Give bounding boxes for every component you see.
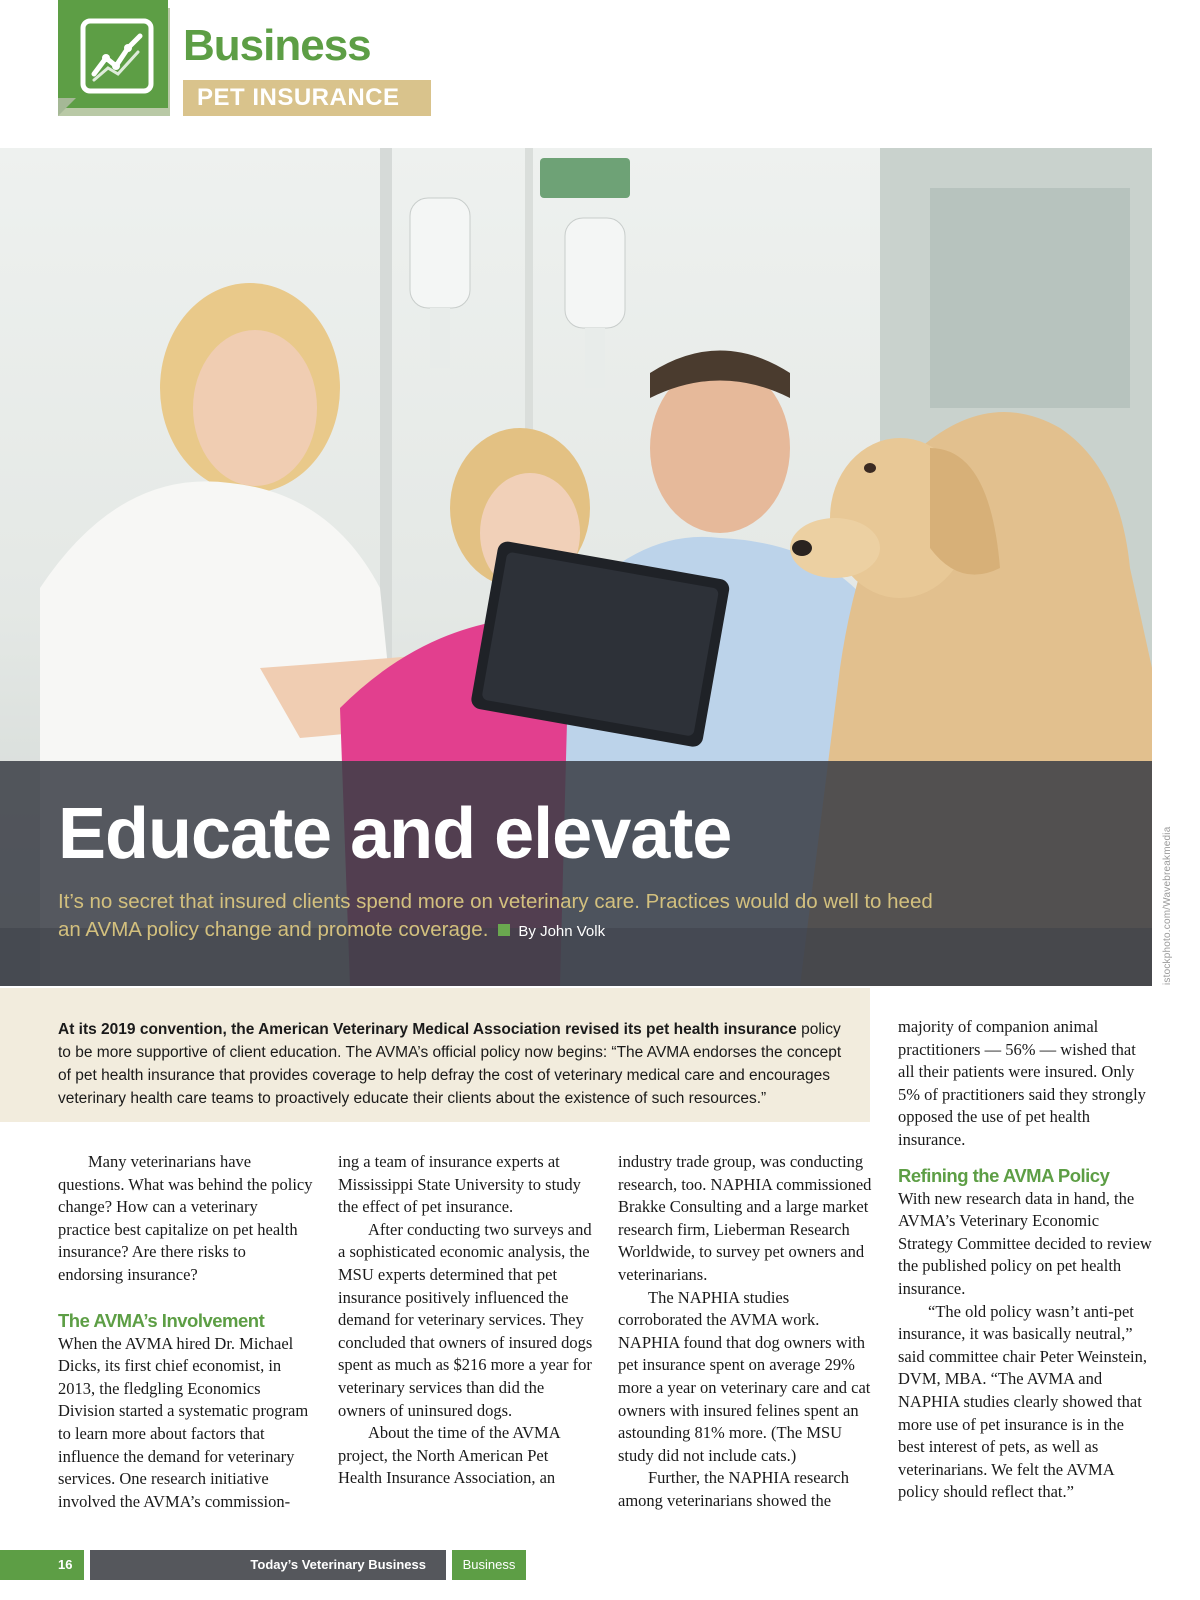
intro-text: policy to be more supportive of client education. The AVMA’s official policy now begins: “The AVMA endorses the concept of pet health insurance that provides coverage to help defray the cost of veterinary medical care and encourages veterinary health care teams to proactively educate their clients about the existence of such resources.” xyxy=(58,1021,842,1107)
hero-photo xyxy=(0,148,1152,986)
deck xyxy=(58,888,958,946)
subheading-avma-involvement: The AVMA’s Involvement xyxy=(58,1309,265,1331)
column-4 xyxy=(898,1016,1153,1504)
paragraph: When the AVMA hired Dr. Michael Dicks, its first chief economist, in 2013, the fledgling Economics Division started a systematic program to learn more about factors that influence the demand for veterinary services. One research initiative involved the AVMA’s commission- xyxy=(58,1333,309,1511)
spacer xyxy=(58,1287,313,1309)
spacer xyxy=(898,1152,1153,1164)
column-2 xyxy=(338,1151,593,1490)
intro-paragraph xyxy=(58,1018,848,1110)
column-1 xyxy=(58,1151,313,1513)
headline: Educate and elevate xyxy=(58,794,732,874)
deck-text: It’s no secret that insured clients spend more on veterinary care. Practices would do well to heed an AVMA policy change and promote coverage. xyxy=(58,890,933,941)
section-icon-tile xyxy=(58,0,168,108)
intro-box xyxy=(0,988,870,1122)
intro-lead: At its 2019 convention, the American Veterinary Medical Association revised its pet health insurance xyxy=(58,1021,797,1038)
section-subtitle: PET INSURANCE xyxy=(183,80,431,116)
paragraph: industry trade group, was conducting research, too. NAPHIA commissioned Brakke Consulting and a large market research firm, Lieberman Research Worldwide, to survey pet owners and veterinarians. xyxy=(618,1152,872,1284)
publication-name: Today’s Veterinary Business xyxy=(90,1550,446,1580)
deck-square-icon xyxy=(498,924,510,936)
byline: By John Volk xyxy=(518,923,606,940)
column-3 xyxy=(618,1151,873,1513)
paragraph: After conducting two surveys and a sophisticated economic analysis, the MSU experts determined that pet insurance positively influenced the demand for veterinary services. They concluded that owners of insured dogs spent as much as $216 more a year for veterinary services than did the owners of uninsured dogs. xyxy=(338,1219,593,1420)
paragraph: About the time of the AVMA project, the North American Pet Health Insurance Association, an xyxy=(338,1423,560,1488)
paragraph: With new research data in hand, the AVMA’s Veterinary Economic Strategy Committee decided to review the published policy on pet health insurance. xyxy=(898,1188,1152,1298)
photo-credit: istockphoto.com/Wavebreakmedia xyxy=(1162,826,1173,985)
paragraph: The NAPHIA studies corroborated the AVMA work. NAPHIA found that dog owners with pet insurance spent on average 29% more a year on veterinary care and cat owners with insured felines spent an astounding 81% more. (The MSU study did not include cats.) xyxy=(618,1287,871,1465)
section-title: Business xyxy=(183,21,371,70)
paragraph: ing a team of insurance experts at Mississippi State University to study the effect of pet insurance. xyxy=(338,1152,581,1217)
subheading-refining-policy: Refining the AVMA Policy xyxy=(898,1164,1110,1186)
footer-section-tab: Business xyxy=(452,1550,526,1580)
paragraph: majority of companion animal practitioners — 56% — wished that all their patients were insured. Only 5% of practitioners said they strongly opposed the use of pet health insurance. xyxy=(898,1017,1146,1149)
paragraph: Many veterinarians have questions. What was behind the policy change? How can a veterinary practice best capitalize on pet health insurance? Are there risks to endorsing insurance? xyxy=(58,1152,313,1284)
paragraph: “The old policy wasn’t anti-pet insurance, it was basically neutral,” said committee chair Peter Weinstein, DVM, MBA. “The AVMA and NAPHIA studies clearly showed that more use of pet insurance is in the best interest of pets, as well as veterinarians. We felt the AVMA policy should reflect that.” xyxy=(898,1301,1147,1502)
page-number: 16 xyxy=(0,1550,84,1580)
paragraph: Further, the NAPHIA research among veterinarians showed the xyxy=(618,1468,849,1510)
trend-chart-icon xyxy=(80,18,154,94)
section-icon-fold xyxy=(58,98,76,116)
